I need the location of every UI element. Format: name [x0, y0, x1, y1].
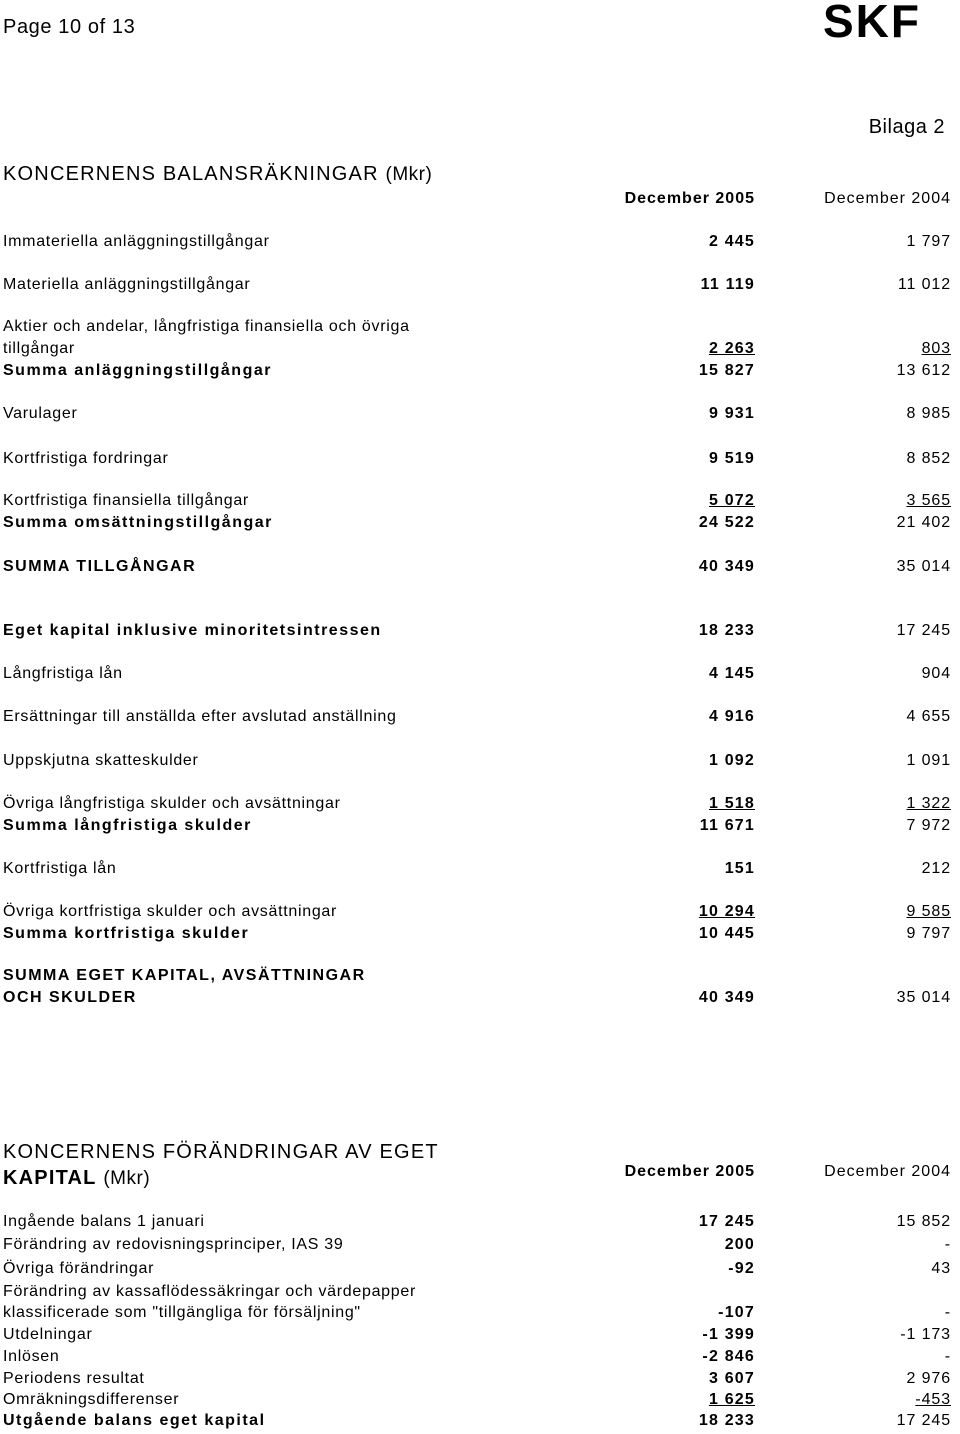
- row-label: Summa långfristiga skulder: [3, 817, 252, 834]
- value-2004: 17 245: [896, 1412, 951, 1429]
- value-2005: 15 827: [698, 362, 755, 379]
- balance-col1-header: December 2005: [624, 190, 755, 207]
- value-2005: 200: [724, 1236, 755, 1253]
- value-2004: -: [944, 1304, 951, 1321]
- value-2004: 21 402: [896, 514, 951, 531]
- value-2004: 9 797: [906, 925, 951, 942]
- value-2004: 4 655: [906, 708, 951, 725]
- balance-col2-header: December 2004: [824, 190, 951, 207]
- value-2005: 5 072: [708, 492, 755, 509]
- value-2005: 1 092: [708, 752, 755, 769]
- value-2004: 15 852: [896, 1213, 951, 1230]
- value-2004: 8 985: [906, 405, 951, 422]
- row-label: Periodens resultat: [3, 1370, 145, 1387]
- value-2004: 11 012: [897, 276, 951, 293]
- value-2005: -2 846: [702, 1348, 755, 1365]
- equity-col2-header: December 2004: [824, 1163, 951, 1180]
- value-2005: 24 522: [698, 514, 755, 531]
- value-2004: -: [944, 1348, 951, 1365]
- value-2004: 43: [931, 1260, 951, 1277]
- row-label: Långfristiga lån: [3, 665, 123, 682]
- row-label: tillgångar: [3, 340, 75, 357]
- value-2005: 2 263: [708, 340, 755, 357]
- value-2005: 10 445: [698, 925, 755, 942]
- row-label: Uppskjutna skatteskulder: [3, 752, 199, 769]
- row-label: Ersättningar till anställda efter avslutad anställning: [3, 708, 397, 725]
- row-label: Utdelningar: [3, 1326, 93, 1343]
- value-2004: 212: [921, 860, 951, 877]
- value-2005: 11 671: [699, 817, 755, 834]
- row-label: Övriga förändringar: [3, 1260, 155, 1277]
- row-label: klassificerade som "tillgängliga för försäljning": [3, 1304, 361, 1321]
- row-label: Summa anläggningstillgångar: [3, 362, 272, 379]
- row-label: Eget kapital inklusive minoritetsintressen: [3, 622, 382, 639]
- row-label: Förändring av kassaflödessäkringar och värdepapper: [3, 1283, 416, 1300]
- value-2005: 4 916: [708, 708, 755, 725]
- value-2004: 3 565: [906, 492, 951, 509]
- row-label: Förändring av redovisningsprinciper, IAS 39: [3, 1236, 344, 1253]
- value-2004: 2 976: [906, 1370, 951, 1387]
- value-2005: 2 445: [708, 233, 755, 250]
- value-2005: 10 294: [698, 903, 755, 920]
- value-2005: 17 245: [698, 1213, 755, 1230]
- row-label: Summa kortfristiga skulder: [3, 925, 250, 942]
- value-2004: 35 014: [896, 989, 951, 1006]
- value-2005: 11 119: [700, 276, 755, 293]
- value-2004: 35 014: [896, 558, 951, 575]
- value-2004: -453: [915, 1391, 951, 1408]
- value-2005: 9 519: [708, 450, 755, 467]
- skf-logo: [790, 2, 954, 40]
- value-2005: 40 349: [698, 558, 755, 575]
- value-2005: -107: [718, 1304, 755, 1321]
- value-2005: 18 233: [698, 1412, 755, 1429]
- value-2005: 151: [724, 860, 755, 877]
- equity-title-line2: [3, 1167, 150, 1190]
- svg-text:SKF: SKF: [823, 2, 921, 40]
- value-2005: 4 145: [708, 665, 755, 682]
- value-2005: 9 931: [708, 405, 755, 422]
- equity-title-line1: KONCERNENS FÖRÄNDRINGAR AV EGET: [3, 1141, 439, 1163]
- value-2004: 1 322: [906, 795, 951, 812]
- value-2004: 803: [921, 340, 951, 357]
- appendix-label: Bilaga 2: [868, 116, 945, 138]
- balance-title: [3, 163, 432, 186]
- equity-title-unit: (Mkr): [103, 1168, 151, 1189]
- value-2004: -: [944, 1236, 951, 1253]
- equity-col1-header: December 2005: [624, 1163, 755, 1180]
- row-label: Materiella anläggningstillgångar: [3, 276, 251, 293]
- row-label: Omräkningsdifferenser: [3, 1391, 180, 1408]
- balance-title-unit: (Mkr): [385, 164, 433, 185]
- balance-title-text: KONCERNENS BALANSRÄKNINGAR: [3, 163, 379, 185]
- row-label: Varulager: [3, 405, 78, 422]
- value-2004: 1 797: [906, 233, 951, 250]
- value-2004: 17 245: [896, 622, 951, 639]
- row-label: Kortfristiga finansiella tillgångar: [3, 492, 249, 509]
- equity-title-text: KAPITAL: [3, 1167, 97, 1189]
- value-2005: 40 349: [698, 989, 755, 1006]
- value-2004: 8 852: [906, 450, 951, 467]
- row-label: Summa omsättningstillgångar: [3, 514, 273, 531]
- value-2005: -1 399: [702, 1326, 755, 1343]
- value-2005: 1 518: [708, 795, 755, 812]
- value-2004: 7 972: [906, 817, 951, 834]
- value-2004: 13 612: [896, 362, 951, 379]
- row-label: Övriga långfristiga skulder och avsättningar: [3, 795, 341, 812]
- value-2004: 1 091: [906, 752, 951, 769]
- row-label: Ingående balans 1 januari: [3, 1213, 205, 1230]
- row-label: SUMMA EGET KAPITAL, AVSÄTTNINGAR: [3, 967, 366, 984]
- row-label: OCH SKULDER: [3, 989, 137, 1006]
- row-label: Övriga kortfristiga skulder och avsättningar: [3, 903, 338, 920]
- value-2005: 18 233: [698, 622, 755, 639]
- value-2005: 1 625: [708, 1391, 755, 1408]
- value-2005: 3 607: [708, 1370, 755, 1387]
- row-label: Kortfristiga lån: [3, 860, 117, 877]
- value-2005: -92: [728, 1260, 755, 1277]
- page-number: Page 10 of 13: [3, 16, 136, 38]
- value-2004: -1 173: [900, 1326, 951, 1343]
- row-label: Kortfristiga fordringar: [3, 450, 169, 467]
- row-label: Aktier och andelar, långfristiga finansiella och övriga: [3, 318, 410, 335]
- row-label: Inlösen: [3, 1348, 60, 1365]
- row-label: Utgående balans eget kapital: [3, 1412, 266, 1429]
- value-2004: 9 585: [906, 903, 951, 920]
- value-2004: 904: [921, 665, 951, 682]
- row-label: SUMMA TILLGÅNGAR: [3, 558, 197, 575]
- row-label: Immateriella anläggningstillgångar: [3, 233, 270, 250]
